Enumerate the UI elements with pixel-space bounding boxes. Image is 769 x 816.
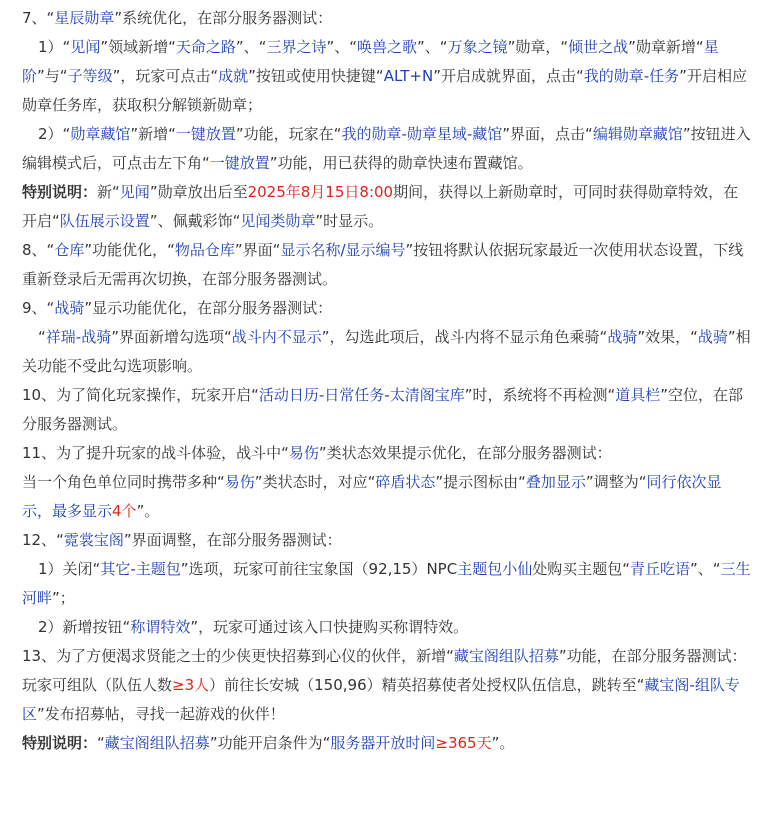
text-run: 1）“ [38,38,71,56]
text-run: ”界面“ [234,241,281,259]
highlight-term: 万象之镜 [447,38,508,56]
text-run: 新“ [97,183,120,201]
text-run: ”。 [136,502,160,520]
highlight-red: 4个 [112,502,137,520]
text-run: ”、“ [326,38,358,56]
text-run: ”选项，玩家可前往宝象国（92,15）NPC [180,560,458,578]
text-run: ”时，系统将不再检测“ [464,386,616,404]
text-run: ”。 [491,734,515,752]
text-run: 玩家可组队（队伍人数 [22,676,173,694]
highlight-term: 易伤 [288,444,319,462]
text-run: ”、“ [417,38,448,56]
text-run: ”勋章放出后至 [149,183,248,201]
text-run: 处购买主题包“ [532,560,631,578]
highlight-term: 碎盾状态 [375,473,436,491]
highlight-term: 唤兽之歌 [357,38,418,56]
highlight-red: ≥3人 [172,676,210,694]
text-run: ”，勾选此项后，战斗内将不显示角色乘骑“ [321,328,608,346]
text-run: 13、为了方便渴求贤能之士的少侠更快招募到心仪的伙伴，新增“ [22,647,454,665]
text-run: ”、“ [235,38,267,56]
section-7-item-1 [22,33,751,120]
text-run: ”效果，“ [637,328,698,346]
text-run: ”功能，用已获得的勋章快速布置藏馆。 [269,154,533,172]
text-run: ”与“ [37,67,68,85]
highlight-term: 活动日历-日常任务-太清阁宝库 [258,386,465,404]
text-run: 11、为了提升玩家的战斗体验，战斗中“ [22,444,289,462]
highlight-term: 道具栏 [615,386,661,404]
highlight-term: 显示名称/显示编号 [280,241,406,259]
text-run: ”界面新增勾选项“ [111,328,232,346]
section-12-item-2 [22,613,751,642]
text-run: ”勋章，“ [507,38,569,56]
text-run: ”功能，玩家在“ [235,125,342,143]
section-9-detail [22,323,751,381]
highlight-term: 主题包小仙 [457,560,533,578]
text-run: ”功能，在部分服务器测试： [558,647,747,665]
section-12-item-1 [22,555,751,613]
text-run: ”，玩家可通过该入口快捷购买称谓特效。 [190,618,469,636]
text-run: ”领域新增“ [100,38,176,56]
highlight-red: ≥365天 [435,734,492,752]
text-run: “ [38,328,46,346]
text-run: ”界面调整，在部分服务器测试： [123,531,342,549]
text-run: 10、为了简化玩家操作，玩家开启“ [22,386,259,404]
highlight-term: 战骑 [607,328,638,346]
text-run: 当一个角色单位同时携带多种“ [22,473,225,491]
text-run: ”、“ [690,560,721,578]
text-run: ”功能优化，“ [84,241,175,259]
text-run: ”新增“ [130,125,176,143]
text-run: 期间，获得以上新勋章时，可同时获得勋章特效，在开启“ [22,183,739,230]
text-run: ”类状态效果提示优化，在部分服务器测试： [318,444,612,462]
text-run: ”，玩家可点击“ [112,67,219,85]
text-run: ）前往长安城（150,96）精英招募使者处授权队伍信息，跳转至“ [209,676,645,694]
highlight-term: 藏宝阁组队招募 [104,734,210,752]
text-run: ”提示图标由“ [435,473,526,491]
text-run: ”按钮将默认依据玩家最近一次使用状态设置，下线重新登录后无需再次切换，在部分服务器测试。 [22,241,744,288]
text-run: ”按钮或使用快捷键“ [248,67,384,85]
text-run: ”调整为“ [585,473,647,491]
highlight-term: 战斗内不显示 [231,328,322,346]
highlight-term: 霓裳宝阁 [63,531,124,549]
text-run: ”系统优化，在部分服务器测试： [114,9,333,27]
text-run: “ [97,734,105,752]
highlight-term: 见闻 [119,183,150,201]
highlight-term: 称谓特效 [130,618,191,636]
section-10 [22,381,751,439]
section-9-title [22,294,751,323]
highlight-term: 战骑 [54,299,85,317]
text-run: ”开启成就界面，点击“ [433,67,584,85]
text-run: ”相关功能不受此勾选项影响。 [22,328,751,375]
section-8 [22,236,751,294]
highlight-term: 同行依次显示，最多显示 [22,473,722,520]
text-run: ”发布招募帖，寻找一起游戏的伙伴！ [37,705,285,723]
section-13-title [22,642,751,671]
highlight-term: 战骑 [697,328,728,346]
highlight-term: 我的勋章-勋章星域-藏馆 [341,125,503,143]
text-run: ”、佩戴彩饰“ [149,212,241,230]
highlight-term: 编辑勋章藏馆 [592,125,683,143]
section-7-special-note [22,178,751,236]
highlight-term: 倾世之战 [568,38,629,56]
highlight-term: 藏宝阁组队招募 [453,647,559,665]
highlight-term: 服务器开放时间 [330,734,436,752]
text-run: 9、“ [22,299,55,317]
highlight-term: 星阶 [22,38,719,85]
highlight-term: 一键放置 [209,154,270,172]
highlight-term: 勋章藏馆 [70,125,131,143]
section-11-detail [22,468,751,526]
text-run: ”按钮进入编辑模式后，可点击左下角“ [22,125,751,172]
section-7-title [22,4,751,33]
section-13-detail [22,671,751,729]
highlight-term: 队伍展示设置 [59,212,150,230]
highlight-term: 三界之诗 [266,38,327,56]
text-run: ”勋章新增“ [628,38,704,56]
text-run: 8、“ [22,241,55,259]
text-run: 7、“ [22,9,55,27]
section-7-item-2 [22,120,751,178]
highlight-term: 祥瑞-战骑 [45,328,112,346]
text-run: ”界面，点击“ [502,125,593,143]
highlight-term: 见闻类勋章 [240,212,316,230]
highlight-term: 物品仓库 [174,241,235,259]
text-run: 2）新增按钮“ [38,618,131,636]
text-run: ”； [52,589,75,607]
highlight-term: 星辰勋章 [54,9,115,27]
highlight-term: ALT+N [383,67,434,85]
highlight-term: 天命之路 [175,38,236,56]
highlight-term: 仓库 [54,241,85,259]
highlight-term: 我的勋章-任务 [583,67,680,85]
label-bold: 特别说明： [22,183,98,201]
highlight-term: 成就 [218,67,249,85]
section-12-title [22,526,751,555]
section-13-special-note [22,729,751,758]
highlight-term: 其它-主题包 [100,560,181,578]
highlight-term: 一键放置 [175,125,236,143]
highlight-term: 青丘吃语 [630,560,691,578]
highlight-term: 见闻 [70,38,101,56]
text-run: 2）“ [38,125,71,143]
text-run: ”开启相应勋章任务库，获取积分解锁新勋章； [22,67,747,114]
section-11-title [22,439,751,468]
text-run: ”功能开启条件为“ [209,734,331,752]
text-run: 1）关闭“ [38,560,101,578]
text-run: ”类状态时，对应“ [254,473,376,491]
text-run: 12、“ [22,531,64,549]
text-run: ”显示功能优化，在部分服务器测试： [84,299,333,317]
highlight-red: 2025年8月15日8:00 [247,183,394,201]
highlight-term: 易伤 [224,473,255,491]
text-run: ”空位，在部分服务器测试。 [22,386,744,433]
highlight-term: 三生河畔 [22,560,751,607]
highlight-term: 藏宝阁-组队专区 [22,676,740,723]
text-run: ”时显示。 [315,212,384,230]
label-bold: 特别说明： [22,734,98,752]
highlight-term: 子等级 [67,67,113,85]
highlight-term: 叠加显示 [525,473,586,491]
